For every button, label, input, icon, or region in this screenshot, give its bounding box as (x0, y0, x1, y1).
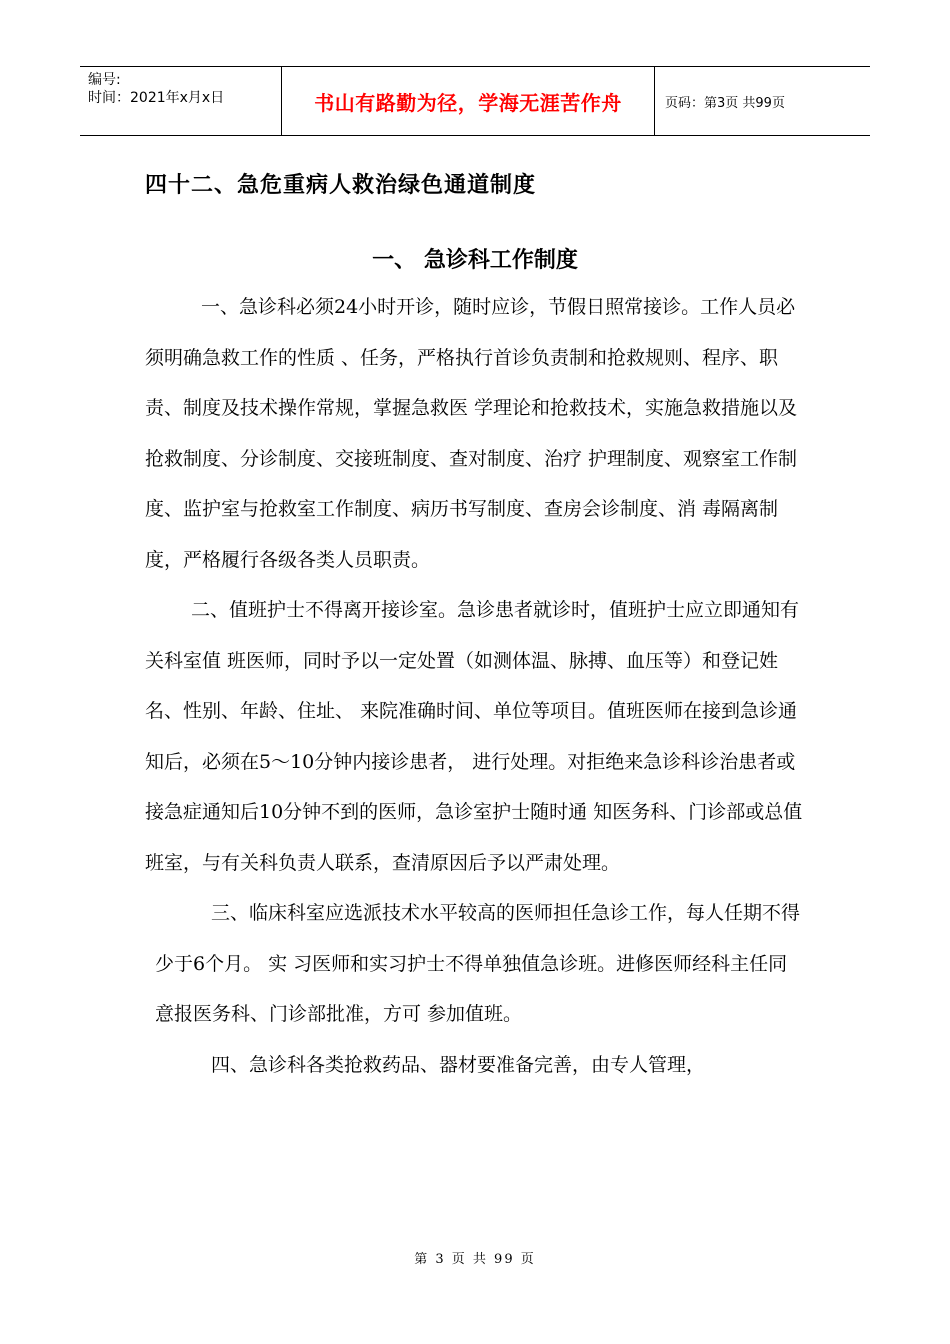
document-body (145, 282, 805, 1090)
document-number-label: 编号: (88, 72, 121, 88)
header-motto: 书山有路勤为径，学海无涯苦作舟 (282, 67, 655, 135)
document-time-label: 时间：2021年x月x日 (88, 90, 225, 106)
page-footer: 第 3 页 共 99 页 (414, 1252, 536, 1267)
document-title: 四十二、急危重病人救治绿色通道制度 (145, 173, 537, 198)
header-page-info: 页码：第3页 共99页 (665, 95, 785, 111)
page-header (80, 66, 870, 136)
paragraph-1: 一、急诊科必须24小时开诊，随时应诊，节假日照常接诊。工作人员必须明确急救工作的性质 、任务，严格执行首诊负责制和抢救规则、程序、职责、制度及技术操作常规，掌握急救医 学理论和抢救技术，实施急救措施以及抢救制度、分诊制度、交接班制度、查对制度、治疗 护理制度、观察室工作制度、监护室与抢救室工作制度、病历书写制度、查房会诊制度、消 毒隔离制度，严格履行各级各类人员职责。 (145, 296, 798, 571)
paragraph-3: 三、临床科室应选派技术水平较高的医师担任急诊工作，每人任期不得少于6个月。 实 习医师和实习护士不得单独值急诊班。进修医师经科主任同意报医务科、门诊部批准，方可 参加值班。 (155, 902, 801, 1025)
header-meta (80, 67, 282, 135)
section-title: 一、 急诊科工作制度 (372, 248, 578, 273)
paragraph-2: 二、值班护士不得离开接诊室。急诊患者就诊时，值班护士应立即通知有关科室值 班医师，同时予以一定处置（如测体温、脉搏、血压等）和登记姓名、性别、年龄、住址、 来院准确时间、单位等项目。值班医师在接到急诊通知后，必须在5～10分钟内接诊患者， 进行处理。对拒绝来急诊科诊治患者或接急症通知后10分钟不到的医师，急诊室护士随时通 知医务科、门诊部或总值班室，与有关科负责人联系，查清原因后予以严肃处理。 (145, 599, 803, 874)
paragraph-4: 四、急诊科各类抢救药品、器材要准备完善，由专人管理， (211, 1053, 706, 1076)
